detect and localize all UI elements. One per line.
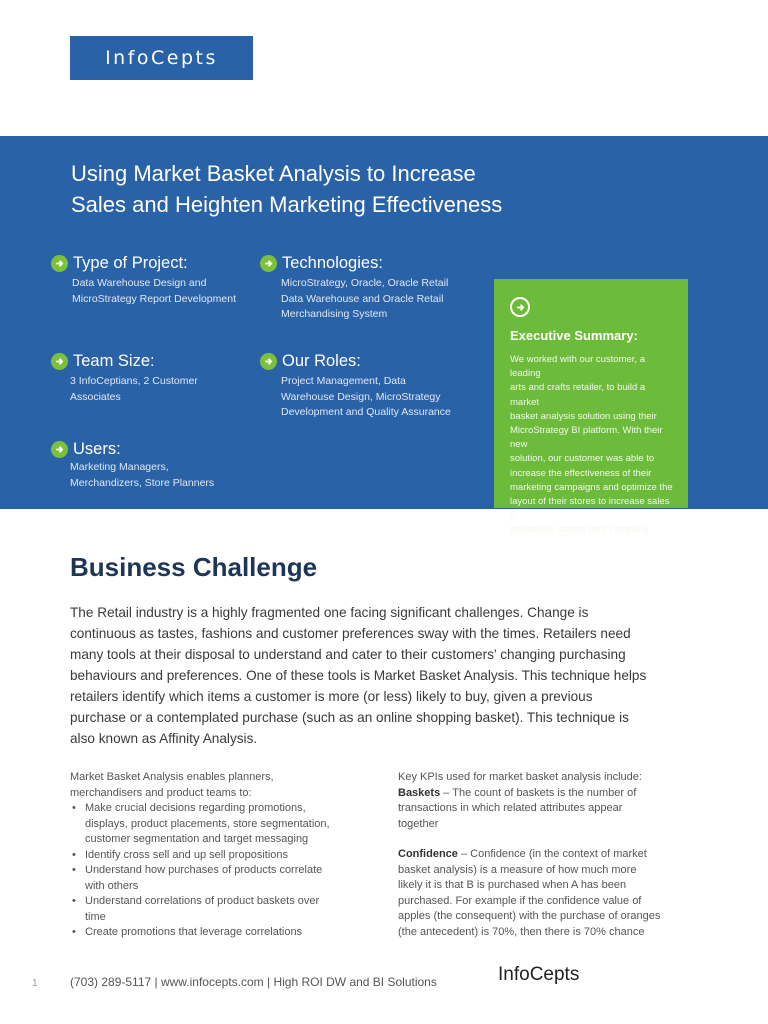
list-item-line: • Create promotions that leverage correlations (85, 926, 303, 938)
section-heading: Business Challenge (70, 552, 318, 582)
fact-our-roles (260, 350, 451, 421)
summary-line: increase the effectiveness of their (510, 467, 652, 479)
fact-type-of-project (51, 252, 236, 307)
kpi-confidence (398, 847, 708, 940)
fact-line: Data Warehouse and Oracle Retail (281, 292, 444, 305)
kpi-column (398, 770, 708, 940)
fact-technologies (260, 252, 448, 323)
fact-line: Merchandising System (281, 308, 388, 320)
footer-brand: InfoCepts (498, 964, 580, 985)
list-item-line: time (85, 910, 106, 923)
kpi-line: transactions in which related attributes appear (398, 802, 623, 814)
intro-line: continuous as tastes, fashions and customer preferences sway with the times. Retailers need (70, 626, 631, 641)
fact-line: MicroStrategy, Oracle, Oracle Retail (281, 277, 449, 289)
intro-line: purchase or a contemplated purchase (such as an online shopping basket). This technique is (70, 710, 629, 725)
fact-label: Our Roles: (282, 351, 361, 370)
intro-line: many tools at their disposal to understand and cater to their customers’ changing purchasing (70, 647, 626, 662)
footer-contact: (703) 289-5117 | www.infocepts.com | High ROI DW and BI Solutions (70, 975, 437, 989)
fact-line: Project Management, Data (281, 375, 406, 387)
kpi-line: purchased. For example if the confidence value of (398, 894, 642, 907)
summary-line: layout of their stores to increase sales & (510, 496, 670, 522)
summary-line: profitability across their company. (510, 524, 651, 536)
kpi-baskets (398, 770, 708, 832)
benefits-column (70, 770, 375, 941)
kpi-line: – Confidence (in the context of market (457, 848, 647, 860)
fact-label: Users: (73, 439, 121, 458)
fact-line: Marketing Managers, (70, 461, 169, 473)
fact-label: Type of Project: (73, 253, 188, 272)
list-item (70, 925, 375, 941)
benefits-list (70, 801, 375, 941)
list-item (70, 801, 375, 848)
title-line-2: Sales and Heighten Marketing Effectiveness (71, 192, 503, 217)
intro-line: behaviours and preferences. One of these tools is Market Basket Analysis. This technique helps (70, 668, 647, 683)
fact-line: Data Warehouse Design and (72, 277, 207, 289)
arrow-right-icon (51, 255, 68, 272)
summary-line: We worked with our customer, a leading (510, 354, 645, 380)
list-item-line: customer segmentation and target messaging (85, 833, 309, 845)
kpi-line: (the antecedent) is 70%, then there is 70% chance (398, 925, 645, 938)
fact-users (51, 438, 214, 491)
kpi-line: apples (the consequent) with the purchase of oranges (398, 910, 661, 922)
executive-summary-box (494, 279, 688, 536)
list-item-line: • Understand correlations of product baskets over (85, 895, 320, 907)
arrow-right-circle-icon (510, 297, 530, 317)
kpi-term: Baskets (398, 786, 441, 799)
fact-line: Associates (70, 390, 121, 403)
fact-line: MicroStrategy Report Development (72, 292, 236, 305)
list-item-line: • Make crucial decisions regarding promotions, (85, 802, 306, 814)
list-item (70, 848, 375, 864)
kpi-lead: Key KPIs used for market basket analysis include: (398, 771, 642, 783)
page-title (71, 158, 631, 220)
summary-line: basket analysis solution using their (510, 410, 657, 422)
list-item (70, 863, 375, 894)
fact-line: Warehouse Design, MicroStrategy (281, 390, 441, 403)
lead-line: merchandisers and product teams to: (70, 786, 252, 799)
kpi-line: together (398, 817, 439, 830)
title-line-1: Using Market Basket Analysis to Increase (71, 161, 476, 186)
list-item (70, 894, 375, 925)
intro-line: also known as Affinity Analysis. (70, 731, 258, 746)
summary-line: solution, our customer was able to (510, 453, 655, 465)
list-item-line: • Identify cross sell and up sell propositions (85, 848, 288, 861)
fact-line: Development and Quality Assurance (281, 406, 451, 418)
kpi-term: Confidence (398, 848, 458, 860)
kpi-line: – The count of baskets is the number of (440, 786, 637, 799)
list-item-line: displays, product placements, store segmentation, (85, 817, 330, 830)
lead-line: Market Basket Analysis enables planners, (70, 771, 274, 783)
summary-title: Executive Summary: (510, 328, 638, 343)
arrow-right-icon (260, 255, 277, 272)
arrow-right-icon (260, 353, 277, 370)
intro-paragraph (70, 602, 710, 749)
summary-line: MicroStrategy BI platform. With their new (510, 425, 663, 451)
fact-line: Merchandizers, Store Planners (70, 476, 215, 489)
intro-line: The Retail industry is a highly fragmented one facing significant challenges. Change is (70, 605, 589, 620)
summary-line: marketing campaigns and optimize the (510, 481, 673, 493)
page-number: 1 (32, 978, 38, 989)
kpi-line: likely it is that B is purchased when A has been (398, 879, 627, 891)
summary-body (510, 353, 674, 538)
fact-line: 3 InfoCeptians, 2 Customer (70, 375, 198, 387)
fact-team-size (51, 350, 198, 405)
arrow-right-icon (51, 441, 68, 458)
fact-label: Technologies: (282, 253, 383, 272)
list-item-line: with others (85, 879, 139, 892)
company-logo: InfoCepts (70, 36, 253, 80)
arrow-right-icon (51, 353, 68, 370)
intro-line: retailers identify which items a customer is more (or less) likely to buy, given a previous (70, 689, 593, 704)
fact-label: Team Size: (73, 351, 155, 370)
list-item-line: • Understand how purchases of products correlate (85, 864, 323, 876)
kpi-line: basket analysis) is a measure of how much more (398, 863, 637, 876)
summary-line: arts and crafts retailer, to build a market (510, 382, 646, 408)
